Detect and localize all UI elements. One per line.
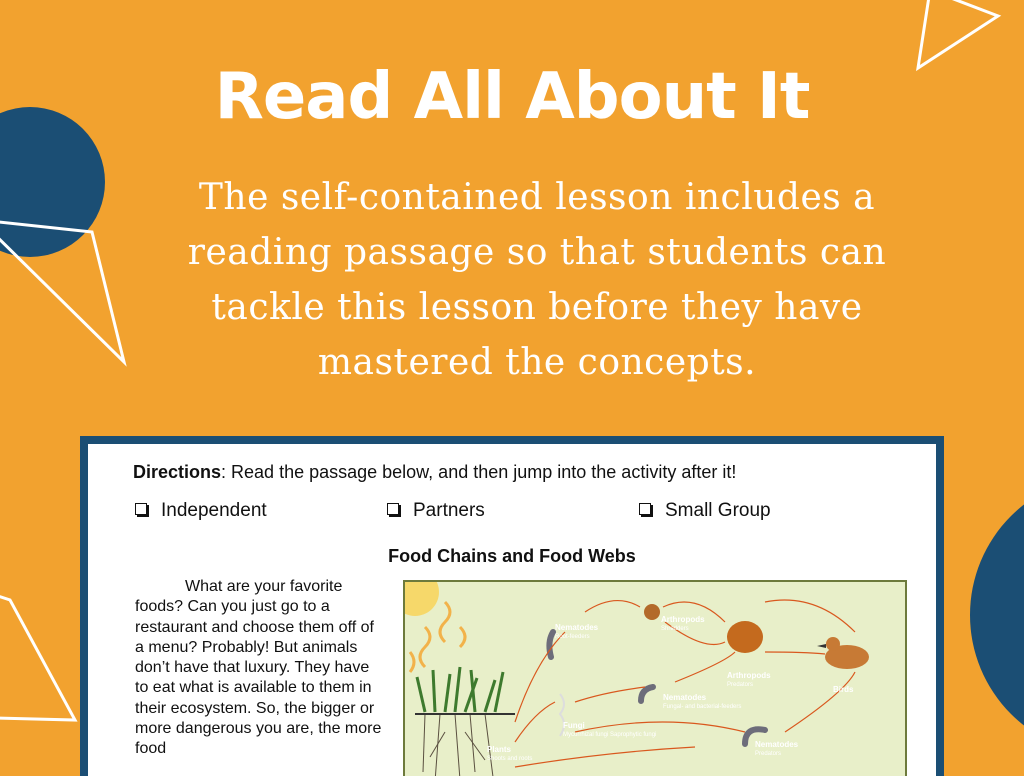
sublabel-shredders: Shredders (661, 626, 689, 632)
directions (133, 462, 736, 483)
label-nematodes-root: Nematodes (555, 623, 599, 632)
option-label: Independent (161, 500, 267, 521)
directions-label: Directions (133, 462, 222, 482)
label-fungi: Fungi (563, 721, 585, 730)
bird-icon (817, 637, 869, 669)
worksheet-page (88, 444, 936, 776)
sublabel-fungi-types: Mycorrhizal fungi Saprophytic fungi (563, 732, 657, 738)
page-title: Read All About It (214, 60, 810, 134)
label-nematodes-fungal: Nematodes (663, 693, 707, 702)
label-arthropods-predators: Arthropods (727, 671, 771, 680)
roots-icon (423, 714, 493, 776)
arthropod-shredder-icon (644, 604, 660, 620)
triangle-outline-bottom-left (0, 595, 75, 720)
navy-circle-right-shape (970, 475, 1024, 755)
plants-icon (417, 667, 503, 712)
directions-text: : Read the passage below, and then jump into the activity after it! (221, 462, 737, 482)
sublabel-shoots-roots: Shoots and roots (487, 756, 533, 762)
arthropod-predator-icon (727, 621, 763, 653)
sublabel-root-feeders: Root-feeders (555, 634, 590, 640)
checkbox-icon[interactable] (639, 503, 651, 515)
triangle-outline-top-right (918, 0, 998, 68)
nematode-fungal-feeder-icon (641, 687, 653, 701)
sublabel-predators: Predators (727, 682, 754, 688)
checkbox-icon[interactable] (387, 503, 399, 515)
label-arthropods-shredders: Arthropods (661, 615, 705, 624)
label-plants: Plants (487, 745, 512, 754)
option-label: Partners (413, 500, 485, 521)
sublabel-fungal-feeders: Fungal- and bacterial-feeders (663, 704, 742, 710)
option-label: Small Group (665, 500, 771, 521)
food-web-illustration (403, 580, 907, 776)
label-birds: Birds (833, 685, 854, 694)
sun-icon (403, 580, 439, 616)
checkbox-icon[interactable] (135, 503, 147, 515)
sublabel-nematode-predators: Predators (755, 751, 782, 757)
option-partners[interactable] (387, 500, 485, 522)
option-small-group[interactable] (639, 500, 771, 522)
worksheet-preview (80, 436, 944, 776)
page-subtitle: The self-contained lesson includes a reading passage so that students can tackle this lesson before they have mastered the concepts. (187, 177, 887, 383)
option-independent[interactable] (135, 500, 267, 522)
worksheet-title: Food Chains and Food Webs (388, 546, 636, 566)
label-nematodes-predators: Nematodes (755, 740, 799, 749)
reading-passage: What are your favorite foods? Can you just go to a restaurant and choose them off of a menu? Probably! But animals don’t have that luxury. They have to eat what is available to them in their ecosystem. So, the bigger or more dangerous you are, the more food (135, 578, 382, 758)
nematode-root-feeder-icon (549, 632, 553, 657)
